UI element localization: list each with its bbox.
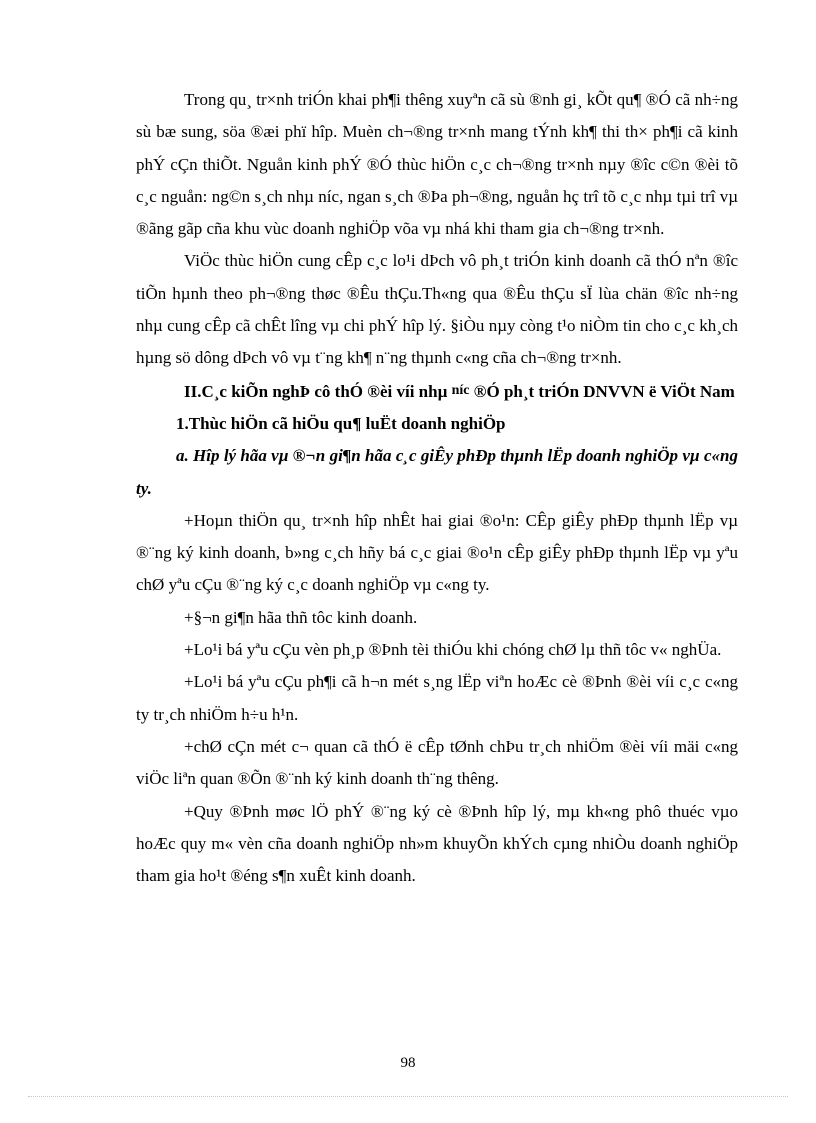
paragraph-programme-evaluation: Trong qu¸ tr×nh triÓn khai ph¶i thêng xuyªn cã sù ®nh gi¸ kÕt qu¶ ®Ó cã nh÷ng sù bæ sung, söa ®æi phï hîp. Muèn ch¬®ng tr×nh mang tÝnh kh¶ thi th× ph¶i cã kinh phÝ cÇn thiÕt. Nguån kinh phÝ ®Ó thùc hiÖn c¸c ch¬®ng tr×nh nµy ®îc c©n ®èi tõ c¸c nguån: ng©n s¸ch nhµ níc, ngan s¸ch ®Þa ph¬®ng, nguån hç trî tõ c¸c nhµ tµi trî vµ ®ãng gãp cña khu vùc doanh nghiÖp võa vµ nhá khi tham gia ch¬®ng tr×nh.: [136, 90, 738, 239]
section-heading-raised-word: níc: [451, 382, 470, 398]
list-item: +§¬n gi¶n hãa thñ tôc kinh doanh.: [184, 607, 418, 627]
subsubsection-heading: a. Hîp lý hãa vµ ®¬n gi¶n hãa c¸c giÊy phÐp thµnh lËp doanh nghiÖp vµ c«ng ty.: [136, 446, 738, 498]
footer-divider: [28, 1096, 788, 1097]
section-heading-text: II.C¸c kiÕn nghÞ cô thÓ ®èi víi nhµ: [184, 381, 452, 401]
section-heading-text-end: ®Ó ph¸t triÓn DNVVN ë ViÖt Nam: [469, 381, 735, 401]
document-page: [136, 84, 738, 892]
list-item: +chØ cÇn mét c¬ quan cã thÓ ë cÊp tØnh chÞu tr¸ch nhiÖm ®èi víi mäi c«ng viÖc liªn quan ®Õn ®¨nh ký kinh doanh th¨ng thêng.: [136, 736, 738, 789]
list-item: +Lo¹i bá yªu cÇu vèn ph¸p ®Þnh tèi thiÓu khi chóng chØ lµ thñ tôc v« nghÜa.: [184, 640, 722, 660]
list-item: +Hoµn thiÖn qu¸ tr×nh hîp nhÊt hai giai ®o¹n: CÊp giÊy phÐp thµnh lËp vµ ®¨ng ký kinh doanh, b»ng c¸ch hñy bá c¸c giai ®o¹n cÊp giÊy phÐp thµnh lËp vµ yªu chØ yªu cÇu ®¨ng ký c¸c doanh nghiÖp vµ c«ng ty.: [136, 510, 738, 595]
section-heading: [136, 375, 738, 408]
paragraph-service-provision: ViÖc thùc hiÖn cung cÊp c¸c lo¹i dÞch vô ph¸t triÓn kinh doanh cã thÓ nªn ®îc tiÕn hµnh theo ph¬®ng thøc ®Êu thÇu.Th«ng qua ®Êu thÇu sÏ lùa chän ®îc nh÷ng nhµ cung cÊp cã chÊt lîng vµ chi phÝ hîp lý. §iÒu nµy còng t¹o niÒm tin cho c¸c kh¸ch hµng sö dông dÞch vô vµ t¨ng kh¶ n¨ng thµnh c«ng cña ch¬®ng tr×nh.: [136, 251, 738, 368]
page-number: 98: [400, 1055, 416, 1071]
list-item: +Lo¹i bá yªu cÇu ph¶i cã h¬n mét s¸ng lËp viªn hoÆc cè ®Þnh ®èi víi c¸c c«ng ty tr¸ch nhiÖm h÷u h¹n.: [136, 672, 738, 724]
list-item: +Quy ®Þnh møc lÖ phÝ ®¨ng ký cè ®Þnh hîp lý, mµ kh«ng phô thuéc vµo hoÆc quy m« vèn cña doanh nghiÖp nh»m khuyÕn khÝch cµng nhiÒu doanh nghiÖp tham gia ho¹t ®éng s¶n xuÊt kinh doanh.: [136, 801, 738, 886]
subsection-heading: 1.Thùc hiÖn cã hiÖu qu¶ luËt doanh nghiÖp: [176, 413, 506, 433]
